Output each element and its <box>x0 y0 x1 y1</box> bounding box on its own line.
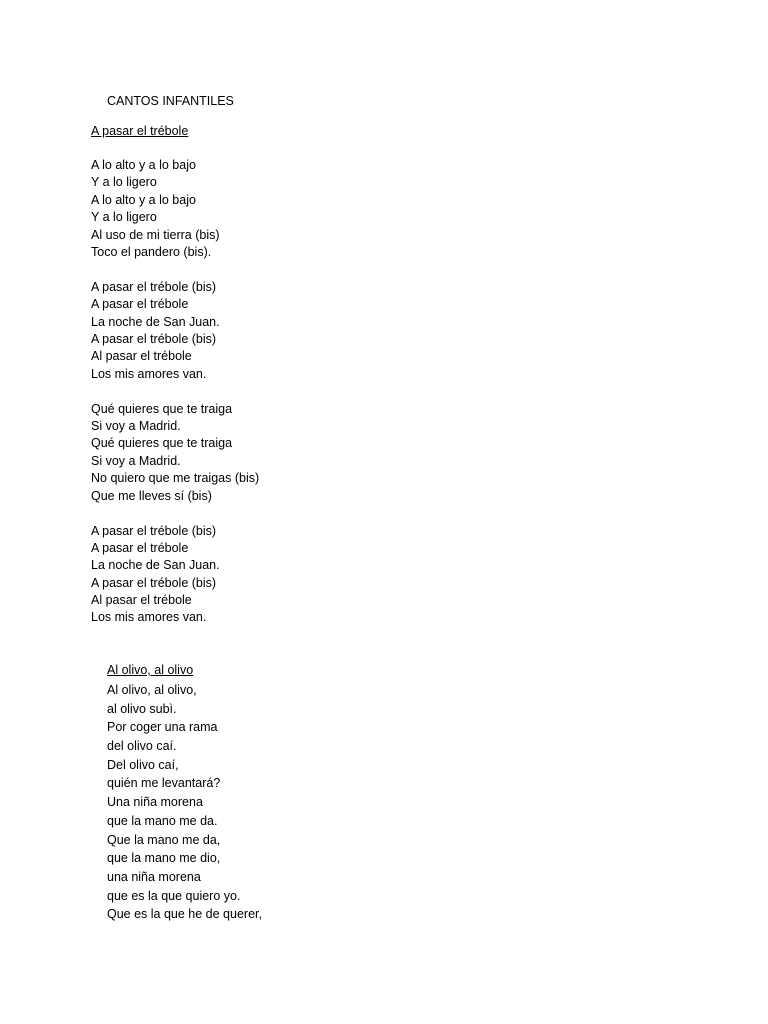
stanza <box>91 279 259 383</box>
lyric-line: No quiero que me traigas (bis) <box>91 471 260 486</box>
lyric-line: que es la que quiero yo. <box>107 888 241 903</box>
lyric-line: A pasar el trébole <box>91 540 189 555</box>
song-title: Al olivo, al olivo <box>107 663 194 677</box>
lyric-line: Los mis amores van. <box>91 366 207 381</box>
lyric-line: A pasar el trébole (bis) <box>91 523 217 538</box>
lyric-line: Que es la que he de querer, <box>107 907 262 922</box>
stanza <box>91 157 259 261</box>
lyric-line: La noche de San Juan. <box>91 314 220 329</box>
lyric-line: del olivo caí. <box>107 739 177 754</box>
lyric-line: que la mano me da. <box>107 813 218 828</box>
stanza <box>91 401 259 505</box>
lyric-line: Por coger una rama <box>107 720 218 735</box>
lyric-line: Al pasar el trébole <box>91 593 192 608</box>
lyric-line: La noche de San Juan. <box>91 558 220 573</box>
lyric-line: A lo alto y a lo bajo <box>91 158 196 172</box>
lyric-line: Si voy a Madrid. <box>91 453 181 468</box>
song-al-olivo <box>107 662 262 924</box>
lyric-line: Una niña morena <box>107 795 203 810</box>
lyric-line: Al pasar el trébole <box>91 349 192 364</box>
lyric-line: Si voy a Madrid. <box>91 419 181 434</box>
lyric-line: Los mis amores van. <box>91 610 207 625</box>
lyric-line: que la mano me dio, <box>107 851 221 866</box>
lyric-line: A pasar el trébole (bis) <box>91 279 217 294</box>
stanza <box>91 523 259 627</box>
lyric-line: Y a lo ligero <box>91 210 157 225</box>
lyric-line: Toco el pandero (bis). <box>91 244 212 259</box>
document-title: CANTOS INFANTILES <box>107 94 234 108</box>
lyric-line: Que me lleves sí (bis) <box>91 488 212 503</box>
lyric-line: Y a lo ligero <box>91 175 157 190</box>
lyric-line: quién me levantará? <box>107 776 221 791</box>
song-a-pasar-el-trebole <box>91 123 259 627</box>
lyric-line: Qué quieres que te traiga <box>91 401 233 416</box>
lyric-line: A pasar el trébole <box>91 297 189 312</box>
lyric-line: Al olivo, al olivo, <box>107 683 197 697</box>
stanza <box>107 681 262 924</box>
lyric-line: Del olivo caí, <box>107 757 179 772</box>
lyric-line: A pasar el trébole (bis) <box>91 332 217 347</box>
lyric-line: Al uso de mi tierra (bis) <box>91 227 220 242</box>
lyric-line: A pasar el trébole (bis) <box>91 575 217 590</box>
lyric-line: al olivo subì. <box>107 701 177 716</box>
lyric-line: A lo alto y a lo bajo <box>91 192 196 207</box>
song-title: A pasar el trébole <box>91 124 189 138</box>
lyric-line: una niña morena <box>107 869 201 884</box>
lyric-line: Que la mano me da, <box>107 832 221 847</box>
lyric-line: Qué quieres que te traiga <box>91 436 233 451</box>
